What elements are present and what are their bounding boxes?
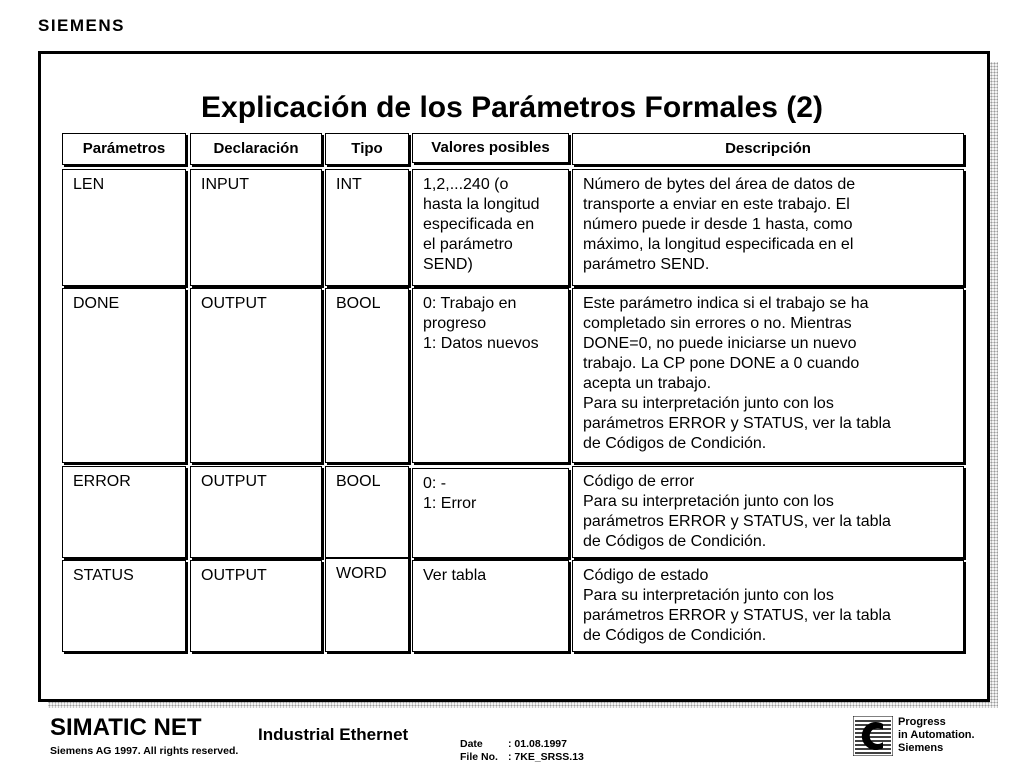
date-label: Date	[460, 738, 483, 750]
copyright-notice: Siemens AG 1997. All rights reserved.	[50, 745, 239, 757]
row-status-values: Ver tabla	[412, 560, 569, 652]
progress-in-automation-icon	[853, 716, 893, 756]
row-len-values: 1,2,...240 (o hasta la longitud especificada en el parámetro SEND)	[412, 169, 569, 286]
slide-title: Explicación de los Parámetros Formales (2)	[201, 91, 823, 124]
date-value: : 01.08.1997	[508, 738, 567, 750]
row-error-type: BOOL	[325, 466, 409, 558]
product-name: SIMATIC NET	[50, 714, 202, 741]
header-parametros: Parámetros	[62, 133, 186, 165]
file-label: File No.	[460, 751, 498, 763]
brand-slogan: Progress in Automation. Siemens	[898, 716, 975, 754]
row-status-desc: Código de estado Para su interpretación junto con los parámetros ERROR y STATUS, ver la tabla de Códigos de Condición.	[572, 560, 964, 652]
row-done-param: DONE	[62, 288, 186, 463]
row-status-param: STATUS	[62, 560, 186, 652]
header-declaracion: Declaración	[190, 133, 322, 165]
row-error-param: ERROR	[62, 466, 186, 558]
file-line	[460, 751, 584, 764]
row-status-type: WORD	[325, 558, 409, 652]
row-done-values: 0: Trabajo en progreso 1: Datos nuevos	[412, 288, 569, 463]
row-len-decl: INPUT	[190, 169, 322, 286]
product-subtitle: Industrial Ethernet	[258, 725, 409, 744]
row-done-type: BOOL	[325, 288, 409, 463]
header-valores-posibles: Valores posibles	[412, 133, 569, 163]
row-len-param: LEN	[62, 169, 186, 286]
siemens-logo: SIEMENS	[38, 16, 126, 35]
file-value: : 7KE_SRSS.13	[508, 751, 584, 763]
document-meta	[460, 738, 584, 764]
row-error-decl: OUTPUT	[190, 466, 322, 558]
row-done-decl: OUTPUT	[190, 288, 322, 463]
header-tipo: Tipo	[325, 133, 409, 165]
row-error-values: 0: - 1: Error	[412, 468, 569, 558]
header-descripcion: Descripción	[572, 133, 964, 165]
row-done-desc: Este parámetro indica si el trabajo se ha completado sin errores o no. Mientras DONE=0, no puede iniciarse un nuevo trabajo. La CP pone DONE a 0 cuando acepta un trabajo. Para su interpretación junto con los parámetros ERROR y STATUS, ver la tabla de Códigos de Condición.	[572, 288, 964, 463]
row-len-desc: Número de bytes del área de datos de transporte a enviar en este trabajo. El número puede ir desde 1 hasta, como máximo, la longitud especificada en el parámetro SEND.	[572, 169, 964, 286]
date-line	[460, 738, 584, 751]
row-status-decl: OUTPUT	[190, 560, 322, 652]
row-error-desc: Código de error Para su interpretación junto con los parámetros ERROR y STATUS, ver la tabla de Códigos de Condición.	[572, 466, 964, 558]
row-len-type: INT	[325, 169, 409, 286]
